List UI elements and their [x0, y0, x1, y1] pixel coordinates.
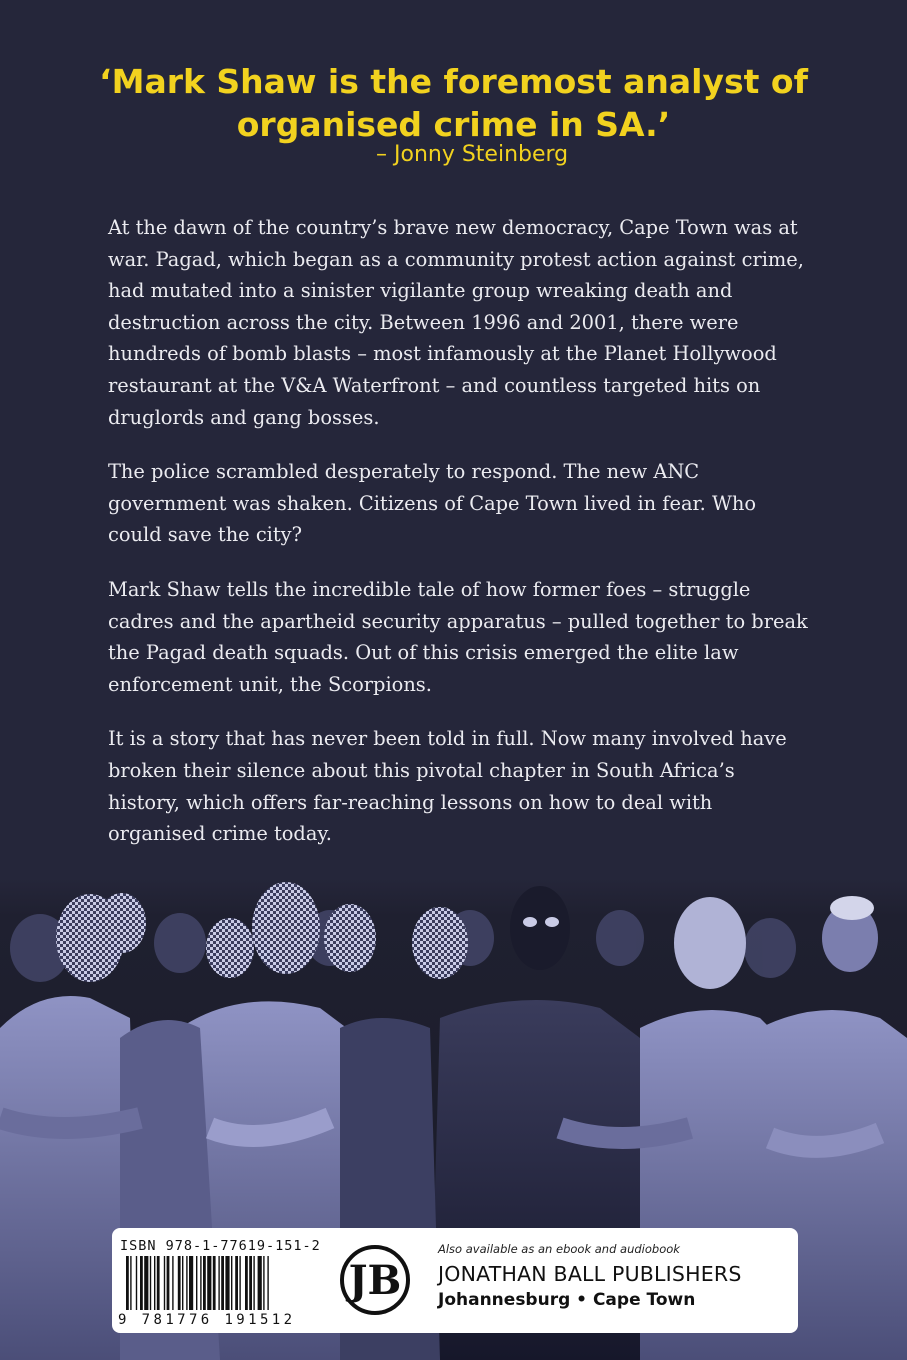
barcode-bar — [249, 1256, 252, 1310]
barcode-bar — [172, 1256, 173, 1310]
barcode-bar — [150, 1256, 151, 1310]
barcode-bar — [178, 1256, 181, 1310]
barcode-bar — [126, 1256, 129, 1310]
barcode-bar — [186, 1256, 187, 1310]
barcode-bar — [167, 1256, 170, 1310]
barcode-publisher-band — [112, 1228, 798, 1333]
blurb — [108, 212, 808, 873]
blurb-paragraph: At the dawn of the country’s brave new democracy, Cape Town was at war. Pagad, which began as a community protest action against crime, had mutated into a sinister vigilante group wreaking death and destruction across the city. Between 1996 and 2001, there were hundreds of bomb blasts – most infamously at the Planet Hollywood restaurant at the V&A Waterfront – and countless targeted hits on druglords and gang bosses. — [108, 216, 804, 429]
barcode-bar — [130, 1256, 131, 1310]
barcode-bar — [200, 1256, 201, 1310]
quote-line-1: ‘Mark Shaw is the foremost analyst of — [99, 62, 808, 101]
barcode-bar — [263, 1256, 264, 1310]
barcode-bar — [164, 1256, 165, 1310]
barcode-bar — [239, 1256, 240, 1310]
barcode-bar — [258, 1256, 262, 1310]
barcode-bar — [144, 1256, 148, 1310]
barcode-bar — [267, 1256, 268, 1310]
jonathan-ball-jb-monogram-icon — [340, 1241, 410, 1319]
blurb-paragraph: Mark Shaw tells the incredible tale of how former foes – struggle cadres and the apartheid security apparatus – pulled together to break the Pagad death squads. Out of this crisis emerged the elite law enforcement unit, the Scorpions. — [108, 577, 808, 696]
barcode-bar — [245, 1256, 248, 1310]
barcode-bar — [207, 1256, 211, 1310]
publisher-name: JONATHAN BALL PUBLISHERS — [438, 1262, 742, 1286]
barcode-bar — [203, 1256, 206, 1310]
barcode-bar — [136, 1256, 137, 1310]
barcode-bar — [213, 1256, 216, 1310]
blurb-paragraph: The police scrambled desperately to respond. The new ANC government was shaken. Citizens of Cape Town lived in fear. Who could save the city? — [108, 460, 757, 547]
barcode-bar — [189, 1256, 193, 1310]
barcode-bar — [221, 1256, 224, 1310]
barcode-bar — [235, 1256, 238, 1310]
barcode-bar — [253, 1256, 254, 1310]
barcode-bar — [225, 1256, 229, 1310]
isbn-label: ISBN 978-1-77619-151-2 — [120, 1238, 321, 1254]
svg-text:JB: JB — [348, 1257, 402, 1304]
barcode-digits: 9 781776 191512 — [118, 1312, 296, 1328]
barcode-bar — [231, 1256, 232, 1310]
endorsement-quote — [0, 60, 907, 146]
barcode-bar — [154, 1256, 155, 1310]
quote-line-2: organised crime in SA.’ — [236, 105, 671, 144]
barcode-bar — [196, 1256, 197, 1310]
barcode-bar — [157, 1256, 160, 1310]
barcode-icon — [120, 1256, 334, 1310]
barcode-bar — [182, 1256, 183, 1310]
quote-attribution: – Jonny Steinberg — [376, 142, 569, 167]
also-available-note: Also available as an ebook and audiobook — [438, 1242, 680, 1256]
blurb-paragraph: It is a story that has never been told in full. Now many involved have broken their silence about this pivotal chapter in South Africa’s history, which offers far-reaching lessons on how to deal with organised crime today. — [108, 727, 787, 846]
publisher-cities: Johannesburg • Cape Town — [438, 1290, 696, 1310]
barcode-bar — [140, 1256, 143, 1310]
barcode-bar — [218, 1256, 219, 1310]
